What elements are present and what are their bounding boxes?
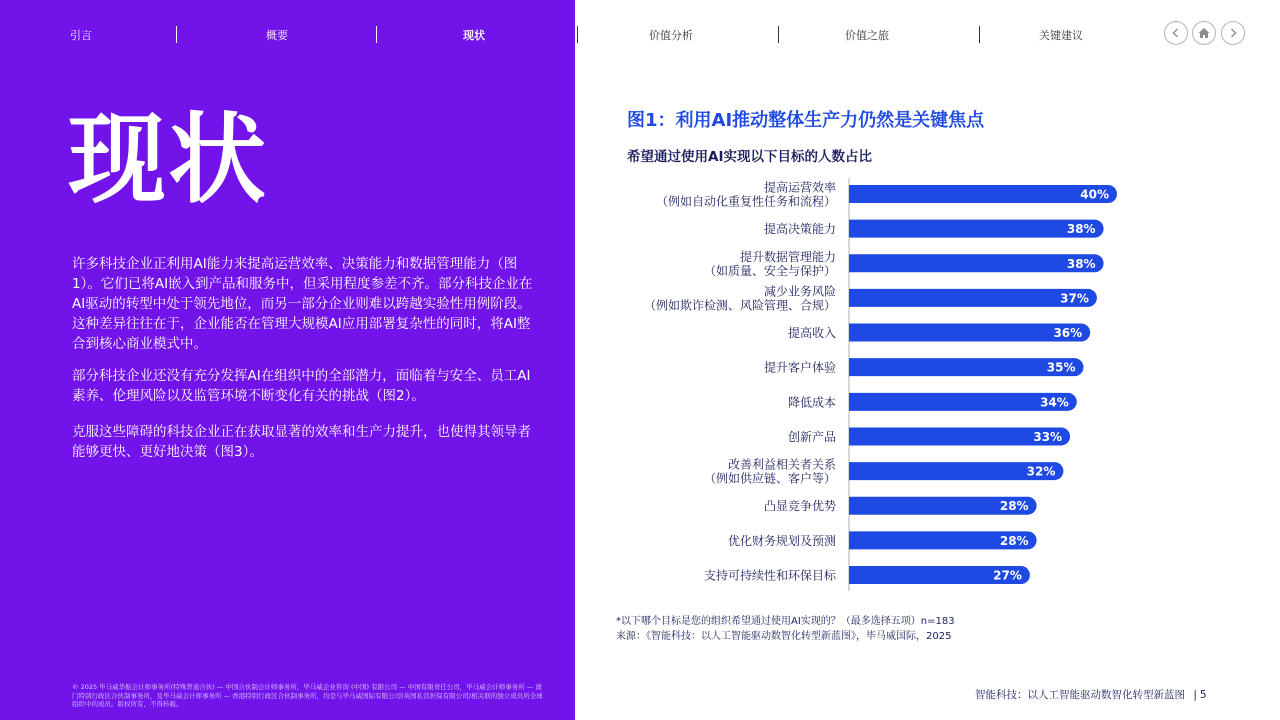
chart-category-label: 支持可持续性和环保目标 xyxy=(703,568,836,583)
chart-category-label: 优化财务规划及预测 xyxy=(727,533,836,548)
chart-value-label: 33% xyxy=(1033,429,1063,444)
chart-category-label: （例如欺诈检测、风险管理、合规） xyxy=(643,298,836,313)
body-paragraph-3: 克服这些障碍的科技企业正在获取显著的效率和生产力提升，也使得其领导者能够更快、更好地决策（图3）。 xyxy=(72,424,531,460)
chart-bar xyxy=(849,185,1117,203)
chart-value-label: 36% xyxy=(1053,326,1083,341)
footer-divider: | xyxy=(1193,689,1197,701)
chart-category-label: （例如自动化重复性任务和流程） xyxy=(655,194,836,209)
chart-category-label: 改善利益相关者关系 xyxy=(727,457,836,472)
chart-category-label: 提升客户体验 xyxy=(763,360,836,375)
chart-value-label: 38% xyxy=(1066,256,1096,271)
nav-item-key-recommendations[interactable]: 关键建议 xyxy=(1039,29,1083,42)
chart-category-label: （例如供应链、客户等） xyxy=(703,471,836,486)
nav-item-intro[interactable]: 引言 xyxy=(70,29,92,42)
chart-category-label: 减少业务风险 xyxy=(763,284,836,299)
body-paragraph-1: 许多科技企业正利用AI能力来提高运营效率、决策能力和数据管理能力（图1）。它们已将AI嵌入到产品和服务中，但采用程度参差不齐。部分科技企业在AI驱动的转型中处于领先地位，而另一部分企业则难以跨越实验性用例阶段。这种差异往往在于，企业能否在管理大规模AI应用部署复杂性的同时，将AI整合到核心商业模式中。 xyxy=(72,256,533,352)
body-paragraph-2: 部分科技企业还没有充分发挥AI在组织中的全部潜力，面临着与安全、员工AI素养、伦理风险以及监管环境不断变化有关的挑战（图2）。 xyxy=(72,368,531,404)
chart-bar xyxy=(849,254,1104,272)
nav-item-current-state[interactable]: 现状 xyxy=(463,29,485,42)
chart-category-label: 提高收入 xyxy=(787,326,836,341)
chart-value-label: 32% xyxy=(1026,464,1056,479)
figure-title: 图1：利用AI推动整体生产力仍然是关键焦点 xyxy=(627,110,985,131)
chart-value-label: 35% xyxy=(1046,360,1076,375)
chart-value-label: 27% xyxy=(993,568,1022,583)
chart-value-label: 28% xyxy=(999,499,1029,514)
page-title: 现状 xyxy=(68,103,269,217)
chart-bar xyxy=(849,220,1104,238)
nav-item-overview[interactable]: 概要 xyxy=(266,29,288,42)
page-number: 5 xyxy=(1199,689,1207,701)
chart-value-label: 38% xyxy=(1066,222,1096,237)
chart-category-label: 提高运营效率 xyxy=(763,180,836,195)
chart-value-label: 34% xyxy=(1040,395,1069,410)
footer-title-text: 智能科技：以人工智能驱动数智化转型新蓝图 xyxy=(975,689,1185,701)
chart-category-label: 凸显竞争优势 xyxy=(763,499,836,514)
chart-value-label: 37% xyxy=(1060,291,1089,306)
chart-category-label: 降低成本 xyxy=(787,395,836,410)
chart-category-label: （如质量、安全与保护） xyxy=(703,263,836,278)
source-note: 来源：《智能科技：以人工智能驱动数智化转型新蓝图》，毕马威国际，2025 xyxy=(616,631,952,642)
chart-category-label: 提高决策能力 xyxy=(763,222,836,237)
survey-question-note: *以下哪个目标是您的组织希望通过使用AI实现的？（最多选择五项）n=183 xyxy=(616,616,955,627)
chart-category-label: 创新产品 xyxy=(787,429,836,444)
chart-value-label: 28% xyxy=(999,533,1029,548)
copyright-notice: © 2025 毕马威华振会计师事务所(特殊普通合伙) — 中国合伙制会计师事务所，毕马威企业咨询 (中国) 有限公司 — 中国有限责任公司，毕马威会计师事务所 — 澳门特别行政区合伙制事务所，及毕马威会计师事务所 — 香港特别行政区合伙制事务所，均是与毕马威国际有限公司(英国私营担保有限公司)相关联的独立成员所全球组织中的成员。版权所有，不得转载。 xyxy=(72,683,543,708)
nav-item-value-analysis[interactable]: 价值分析 xyxy=(649,29,693,42)
chart-value-label: 40% xyxy=(1080,187,1109,202)
chart-category-label: 提升数据管理能力 xyxy=(739,249,836,264)
footer-report-title xyxy=(975,687,1207,702)
figure-subtitle: 希望通过使用AI实现以下目标的人数占比 xyxy=(627,149,872,165)
nav-item-value-journey[interactable]: 价值之旅 xyxy=(845,29,889,42)
